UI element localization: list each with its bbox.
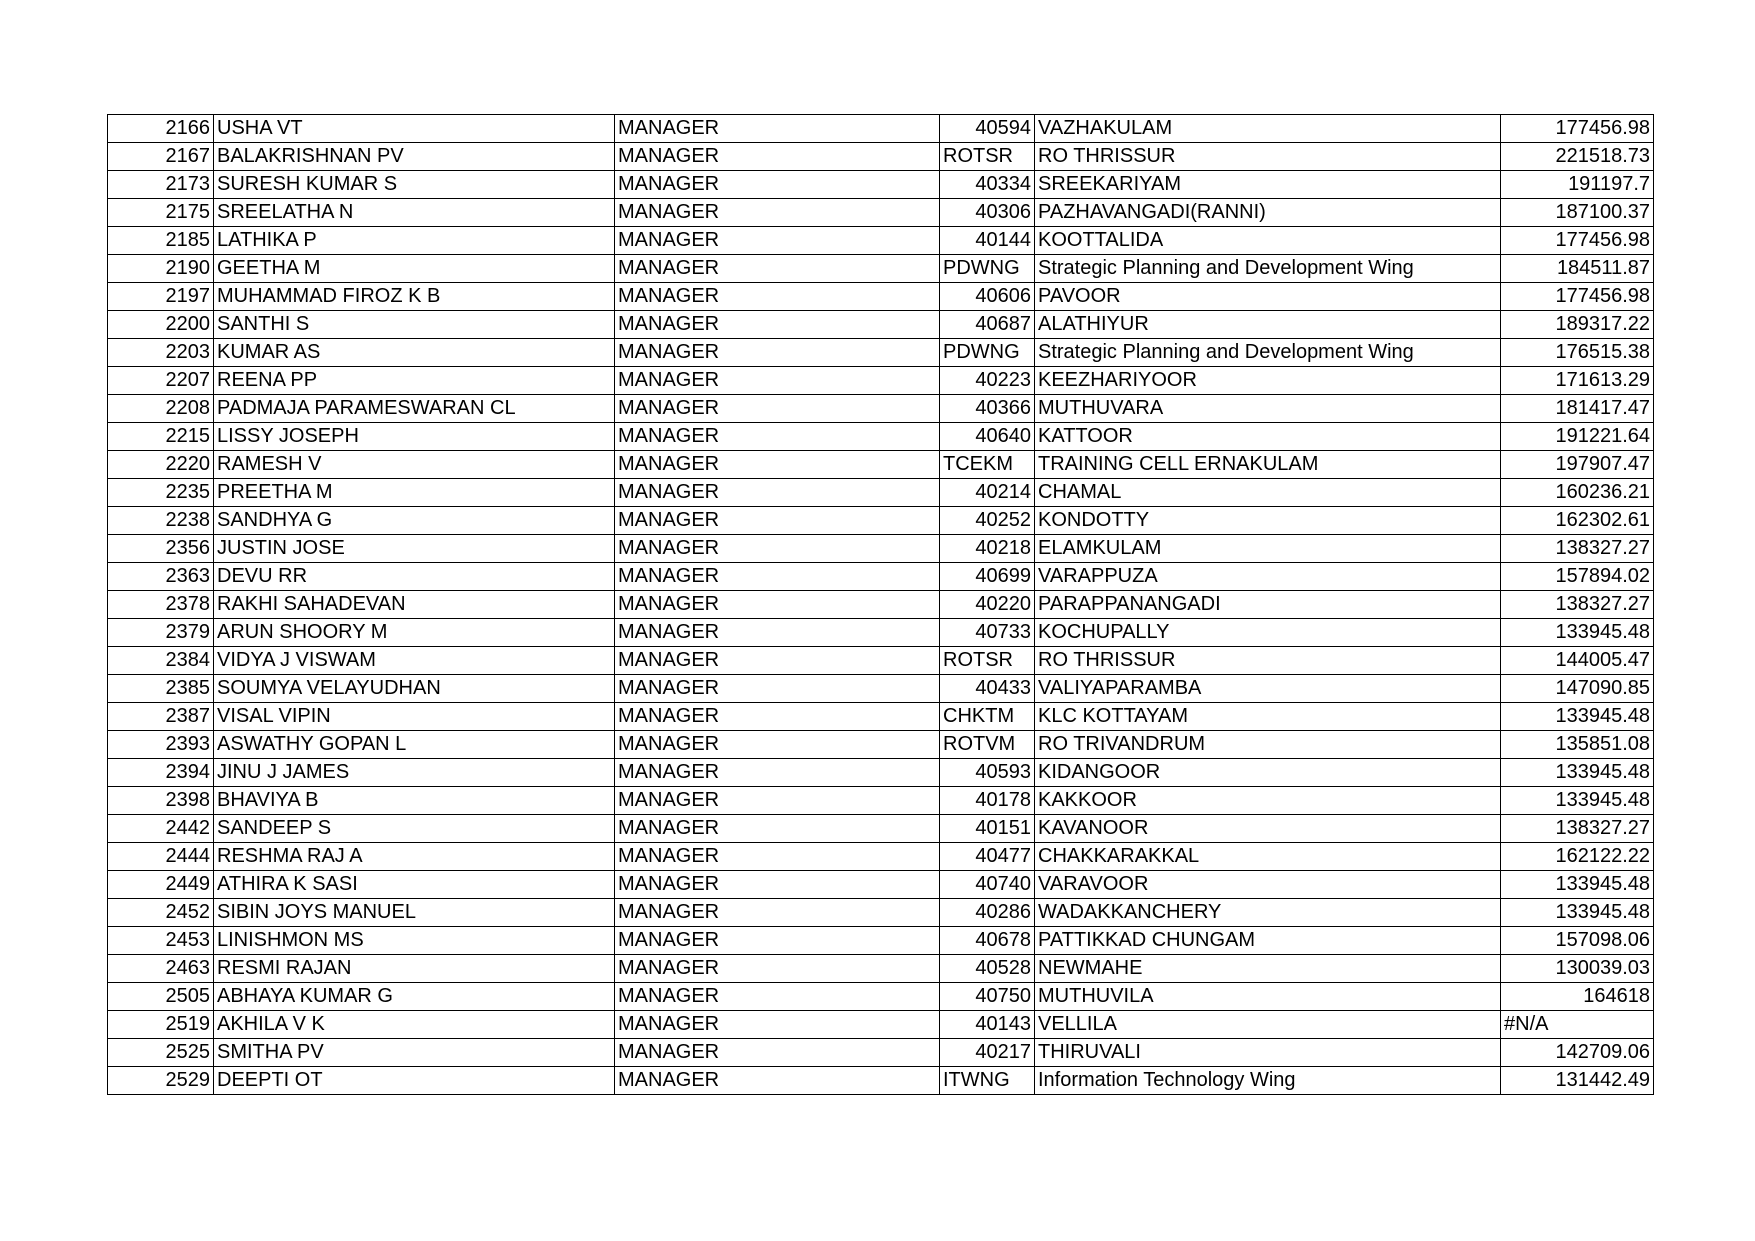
cell-name: SANDHYA G: [214, 507, 615, 535]
cell-designation: MANAGER: [615, 563, 940, 591]
cell-designation: MANAGER: [615, 199, 940, 227]
cell-code: 40433: [940, 675, 1035, 703]
cell-name: JINU J JAMES: [214, 759, 615, 787]
table-row: [108, 535, 1654, 563]
cell-id: 2384: [108, 647, 214, 675]
cell-amount: 138327.27: [1501, 591, 1654, 619]
table-row: [108, 703, 1654, 731]
cell-id: 2220: [108, 451, 214, 479]
cell-name: SANDEEP S: [214, 815, 615, 843]
cell-id: 2190: [108, 255, 214, 283]
cell-name: VISAL VIPIN: [214, 703, 615, 731]
cell-name: LISSY JOSEPH: [214, 423, 615, 451]
cell-code: 40477: [940, 843, 1035, 871]
cell-office: KOOTTALIDA: [1035, 227, 1501, 255]
table-row: [108, 591, 1654, 619]
cell-amount: 133945.48: [1501, 899, 1654, 927]
cell-code: 40699: [940, 563, 1035, 591]
cell-amount: 164618: [1501, 983, 1654, 1011]
cell-office: NEWMAHE: [1035, 955, 1501, 983]
cell-id: 2525: [108, 1039, 214, 1067]
cell-designation: MANAGER: [615, 535, 940, 563]
cell-name: USHA VT: [214, 115, 615, 143]
table-row: [108, 815, 1654, 843]
cell-code: ROTSR: [940, 143, 1035, 171]
cell-code: 40593: [940, 759, 1035, 787]
cell-office: MUTHUVILA: [1035, 983, 1501, 1011]
cell-amount: 197907.47: [1501, 451, 1654, 479]
cell-amount: 191197.7: [1501, 171, 1654, 199]
cell-id: 2398: [108, 787, 214, 815]
cell-designation: MANAGER: [615, 759, 940, 787]
cell-id: 2379: [108, 619, 214, 647]
cell-code: 40528: [940, 955, 1035, 983]
cell-amount: 221518.73: [1501, 143, 1654, 171]
cell-code: PDWNG: [940, 339, 1035, 367]
table-body: [108, 115, 1654, 1095]
cell-office: SREEKARIYAM: [1035, 171, 1501, 199]
table-row: [108, 1039, 1654, 1067]
cell-office: MUTHUVARA: [1035, 395, 1501, 423]
cell-office: VARAVOOR: [1035, 871, 1501, 899]
cell-office: ELAMKULAM: [1035, 535, 1501, 563]
table-row: [108, 563, 1654, 591]
cell-designation: MANAGER: [615, 731, 940, 759]
cell-code: 40334: [940, 171, 1035, 199]
cell-amount: 177456.98: [1501, 283, 1654, 311]
cell-name: BHAVIYA B: [214, 787, 615, 815]
cell-office: Strategic Planning and Development Wing: [1035, 255, 1501, 283]
cell-code: PDWNG: [940, 255, 1035, 283]
cell-code: 40750: [940, 983, 1035, 1011]
cell-designation: MANAGER: [615, 339, 940, 367]
cell-amount: 177456.98: [1501, 227, 1654, 255]
cell-amount: 162302.61: [1501, 507, 1654, 535]
cell-name: RESHMA RAJ A: [214, 843, 615, 871]
cell-id: 2444: [108, 843, 214, 871]
cell-amount: 133945.48: [1501, 759, 1654, 787]
cell-office: VAZHAKULAM: [1035, 115, 1501, 143]
cell-office: PAZHAVANGADI(RANNI): [1035, 199, 1501, 227]
cell-amount: #N/A: [1501, 1011, 1654, 1039]
cell-name: SANTHI S: [214, 311, 615, 339]
cell-code: 40252: [940, 507, 1035, 535]
cell-name: RAMESH V: [214, 451, 615, 479]
cell-amount: 133945.48: [1501, 703, 1654, 731]
cell-code: 40220: [940, 591, 1035, 619]
cell-code: 40286: [940, 899, 1035, 927]
cell-office: RO TRIVANDRUM: [1035, 731, 1501, 759]
cell-id: 2363: [108, 563, 214, 591]
spreadsheet-page: [107, 114, 1653, 1095]
cell-id: 2378: [108, 591, 214, 619]
cell-designation: MANAGER: [615, 367, 940, 395]
cell-id: 2385: [108, 675, 214, 703]
cell-id: 2452: [108, 899, 214, 927]
cell-id: 2197: [108, 283, 214, 311]
cell-name: BALAKRISHNAN PV: [214, 143, 615, 171]
cell-designation: MANAGER: [615, 311, 940, 339]
cell-designation: MANAGER: [615, 843, 940, 871]
cell-office: Information Technology Wing: [1035, 1067, 1501, 1095]
cell-designation: MANAGER: [615, 647, 940, 675]
cell-amount: 187100.37: [1501, 199, 1654, 227]
cell-designation: MANAGER: [615, 451, 940, 479]
cell-id: 2203: [108, 339, 214, 367]
table-row: [108, 871, 1654, 899]
cell-name: GEETHA M: [214, 255, 615, 283]
cell-name: ASWATHY GOPAN L: [214, 731, 615, 759]
cell-name: VIDYA J VISWAM: [214, 647, 615, 675]
cell-name: DEEPTI OT: [214, 1067, 615, 1095]
cell-amount: 181417.47: [1501, 395, 1654, 423]
table-row: [108, 619, 1654, 647]
cell-amount: 160236.21: [1501, 479, 1654, 507]
cell-designation: MANAGER: [615, 619, 940, 647]
cell-office: RO THRISSUR: [1035, 647, 1501, 675]
cell-id: 2356: [108, 535, 214, 563]
cell-name: MUHAMMAD FIROZ K B: [214, 283, 615, 311]
cell-designation: MANAGER: [615, 983, 940, 1011]
cell-designation: MANAGER: [615, 871, 940, 899]
cell-id: 2173: [108, 171, 214, 199]
cell-id: 2166: [108, 115, 214, 143]
table-row: [108, 759, 1654, 787]
cell-office: CHAKKARAKKAL: [1035, 843, 1501, 871]
cell-office: VELLILA: [1035, 1011, 1501, 1039]
cell-office: Strategic Planning and Development Wing: [1035, 339, 1501, 367]
cell-name: ATHIRA K SASI: [214, 871, 615, 899]
cell-id: 2449: [108, 871, 214, 899]
cell-amount: 177456.98: [1501, 115, 1654, 143]
cell-id: 2529: [108, 1067, 214, 1095]
table-row: [108, 787, 1654, 815]
cell-amount: 191221.64: [1501, 423, 1654, 451]
cell-amount: 171613.29: [1501, 367, 1654, 395]
table-row: [108, 927, 1654, 955]
cell-name: SURESH KUMAR S: [214, 171, 615, 199]
cell-amount: 144005.47: [1501, 647, 1654, 675]
table-row: [108, 423, 1654, 451]
cell-designation: MANAGER: [615, 115, 940, 143]
cell-office: THIRUVALI: [1035, 1039, 1501, 1067]
cell-office: KATTOOR: [1035, 423, 1501, 451]
table-row: [108, 507, 1654, 535]
table-row: [108, 843, 1654, 871]
cell-id: 2208: [108, 395, 214, 423]
cell-code: 40143: [940, 1011, 1035, 1039]
table-row: [108, 955, 1654, 983]
cell-designation: MANAGER: [615, 143, 940, 171]
cell-office: KOCHUPALLY: [1035, 619, 1501, 647]
cell-name: PADMAJA PARAMESWARAN CL: [214, 395, 615, 423]
table-row: [108, 395, 1654, 423]
cell-office: PARAPPANANGADI: [1035, 591, 1501, 619]
cell-name: SREELATHA N: [214, 199, 615, 227]
cell-amount: 130039.03: [1501, 955, 1654, 983]
cell-id: 2238: [108, 507, 214, 535]
cell-amount: 133945.48: [1501, 871, 1654, 899]
cell-amount: 157098.06: [1501, 927, 1654, 955]
cell-name: RAKHI SAHADEVAN: [214, 591, 615, 619]
table-row: [108, 171, 1654, 199]
table-row: [108, 899, 1654, 927]
cell-amount: 138327.27: [1501, 535, 1654, 563]
cell-id: 2505: [108, 983, 214, 1011]
cell-office: PATTIKKAD CHUNGAM: [1035, 927, 1501, 955]
cell-code: 40306: [940, 199, 1035, 227]
cell-name: REENA PP: [214, 367, 615, 395]
cell-code: ROTSR: [940, 647, 1035, 675]
table-row: [108, 731, 1654, 759]
cell-amount: 176515.38: [1501, 339, 1654, 367]
cell-designation: MANAGER: [615, 899, 940, 927]
table-row: [108, 479, 1654, 507]
cell-name: SMITHA PV: [214, 1039, 615, 1067]
cell-id: 2185: [108, 227, 214, 255]
cell-office: CHAMAL: [1035, 479, 1501, 507]
cell-designation: MANAGER: [615, 479, 940, 507]
cell-code: ITWNG: [940, 1067, 1035, 1095]
cell-office: PAVOOR: [1035, 283, 1501, 311]
cell-code: 40733: [940, 619, 1035, 647]
cell-designation: MANAGER: [615, 1011, 940, 1039]
cell-office: ALATHIYUR: [1035, 311, 1501, 339]
table-row: [108, 143, 1654, 171]
cell-designation: MANAGER: [615, 171, 940, 199]
cell-name: SIBIN JOYS MANUEL: [214, 899, 615, 927]
table-row: [108, 115, 1654, 143]
cell-id: 2463: [108, 955, 214, 983]
cell-id: 2207: [108, 367, 214, 395]
cell-code: 40178: [940, 787, 1035, 815]
cell-name: SOUMYA VELAYUDHAN: [214, 675, 615, 703]
cell-amount: 184511.87: [1501, 255, 1654, 283]
cell-office: RO THRISSUR: [1035, 143, 1501, 171]
table-row: [108, 451, 1654, 479]
cell-designation: MANAGER: [615, 227, 940, 255]
table-row: [108, 199, 1654, 227]
cell-code: 40151: [940, 815, 1035, 843]
cell-name: PREETHA M: [214, 479, 615, 507]
cell-office: KAVANOOR: [1035, 815, 1501, 843]
table-row: [108, 339, 1654, 367]
cell-id: 2442: [108, 815, 214, 843]
cell-designation: MANAGER: [615, 395, 940, 423]
cell-id: 2175: [108, 199, 214, 227]
cell-designation: MANAGER: [615, 283, 940, 311]
cell-id: 2215: [108, 423, 214, 451]
cell-designation: MANAGER: [615, 787, 940, 815]
cell-amount: 138327.27: [1501, 815, 1654, 843]
table-row: [108, 1011, 1654, 1039]
cell-code: 40214: [940, 479, 1035, 507]
table-row: [108, 647, 1654, 675]
cell-amount: 189317.22: [1501, 311, 1654, 339]
cell-office: KLC KOTTAYAM: [1035, 703, 1501, 731]
cell-amount: 133945.48: [1501, 619, 1654, 647]
cell-code: CHKTM: [940, 703, 1035, 731]
cell-designation: MANAGER: [615, 423, 940, 451]
cell-name: JUSTIN JOSE: [214, 535, 615, 563]
staff-table: [107, 114, 1654, 1095]
cell-designation: MANAGER: [615, 927, 940, 955]
cell-office: KEEZHARIYOOR: [1035, 367, 1501, 395]
cell-designation: MANAGER: [615, 255, 940, 283]
cell-code: 40687: [940, 311, 1035, 339]
cell-designation: MANAGER: [615, 591, 940, 619]
cell-designation: MANAGER: [615, 703, 940, 731]
cell-designation: MANAGER: [615, 1067, 940, 1095]
cell-name: LINISHMON MS: [214, 927, 615, 955]
table-row: [108, 1067, 1654, 1095]
table-row: [108, 255, 1654, 283]
cell-code: 40144: [940, 227, 1035, 255]
cell-office: VARAPPUZA: [1035, 563, 1501, 591]
cell-id: 2200: [108, 311, 214, 339]
table-row: [108, 983, 1654, 1011]
cell-designation: MANAGER: [615, 675, 940, 703]
cell-amount: 142709.06: [1501, 1039, 1654, 1067]
cell-id: 2393: [108, 731, 214, 759]
cell-code: 40678: [940, 927, 1035, 955]
cell-code: 40366: [940, 395, 1035, 423]
table-row: [108, 367, 1654, 395]
cell-amount: 162122.22: [1501, 843, 1654, 871]
cell-office: KONDOTTY: [1035, 507, 1501, 535]
cell-office: WADAKKANCHERY: [1035, 899, 1501, 927]
cell-name: AKHILA V K: [214, 1011, 615, 1039]
table-row: [108, 227, 1654, 255]
cell-designation: MANAGER: [615, 507, 940, 535]
cell-id: 2387: [108, 703, 214, 731]
cell-amount: 135851.08: [1501, 731, 1654, 759]
cell-code: TCEKM: [940, 451, 1035, 479]
cell-office: VALIYAPARAMBA: [1035, 675, 1501, 703]
cell-code: 40594: [940, 115, 1035, 143]
cell-office: KIDANGOOR: [1035, 759, 1501, 787]
cell-designation: MANAGER: [615, 815, 940, 843]
cell-code: 40223: [940, 367, 1035, 395]
cell-name: LATHIKA P: [214, 227, 615, 255]
cell-id: 2235: [108, 479, 214, 507]
cell-code: ROTVM: [940, 731, 1035, 759]
cell-code: 40740: [940, 871, 1035, 899]
cell-code: 40218: [940, 535, 1035, 563]
cell-designation: MANAGER: [615, 1039, 940, 1067]
cell-amount: 147090.85: [1501, 675, 1654, 703]
cell-amount: 131442.49: [1501, 1067, 1654, 1095]
cell-designation: MANAGER: [615, 955, 940, 983]
cell-id: 2453: [108, 927, 214, 955]
cell-office: TRAINING CELL ERNAKULAM: [1035, 451, 1501, 479]
cell-id: 2167: [108, 143, 214, 171]
cell-name: ABHAYA KUMAR G: [214, 983, 615, 1011]
cell-amount: 133945.48: [1501, 787, 1654, 815]
cell-name: ARUN SHOORY M: [214, 619, 615, 647]
cell-code: 40217: [940, 1039, 1035, 1067]
cell-code: 40606: [940, 283, 1035, 311]
cell-name: RESMI RAJAN: [214, 955, 615, 983]
cell-id: 2394: [108, 759, 214, 787]
table-row: [108, 311, 1654, 339]
cell-office: KAKKOOR: [1035, 787, 1501, 815]
cell-name: DEVU RR: [214, 563, 615, 591]
cell-name: KUMAR AS: [214, 339, 615, 367]
table-row: [108, 675, 1654, 703]
table-row: [108, 283, 1654, 311]
cell-id: 2519: [108, 1011, 214, 1039]
cell-amount: 157894.02: [1501, 563, 1654, 591]
cell-code: 40640: [940, 423, 1035, 451]
